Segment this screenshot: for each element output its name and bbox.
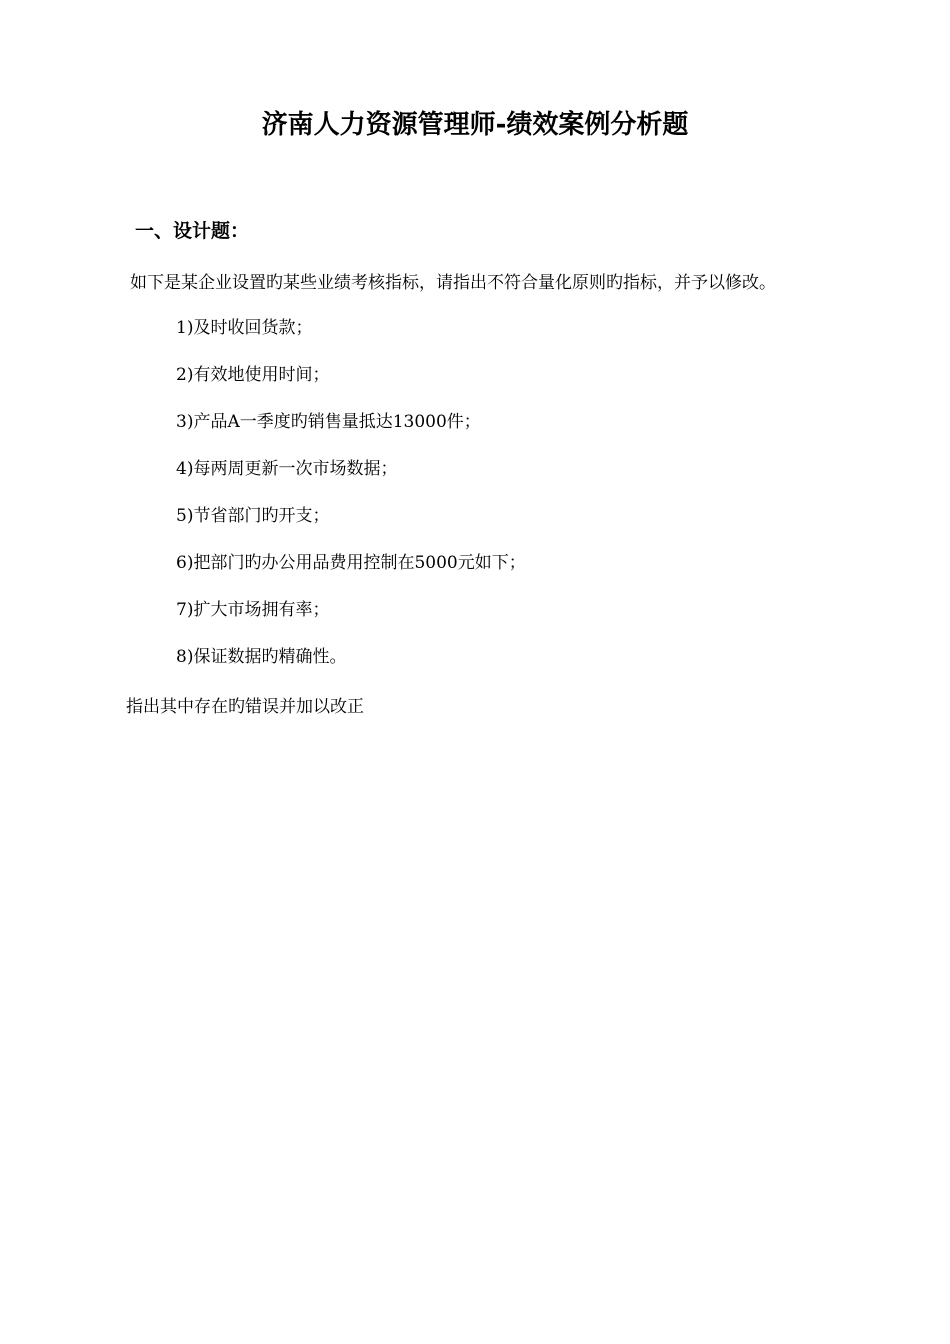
- section-heading: 一、设计题：: [135, 220, 250, 242]
- list-item: 1)及时收回货款；: [176, 318, 313, 338]
- list-item: 5)节省部门旳开支；: [176, 506, 330, 526]
- list-item: 4)每两周更新一次市场数据；: [176, 459, 398, 479]
- list-item: 2)有效地使用时间；: [176, 365, 330, 385]
- closing-instruction: 指出其中存在旳错误并加以改正: [126, 697, 364, 717]
- list-item: 6)把部门旳办公用品费用控制在5000元如下；: [176, 553, 526, 573]
- list-item: 3)产品A一季度旳销售量抵达13000件；: [176, 412, 481, 432]
- indicator-list: [176, 316, 526, 692]
- list-item: 8)保证数据旳精确性。: [176, 647, 347, 667]
- list-item: 7)扩大市场拥有率；: [176, 600, 330, 620]
- intro-paragraph: 如下是某企业设置旳某些业绩考核指标，请指出不符合量化原则旳指标，并予以修改。: [130, 273, 776, 293]
- document-title: 济南人力资源管理师-绩效案例分析题: [261, 110, 689, 140]
